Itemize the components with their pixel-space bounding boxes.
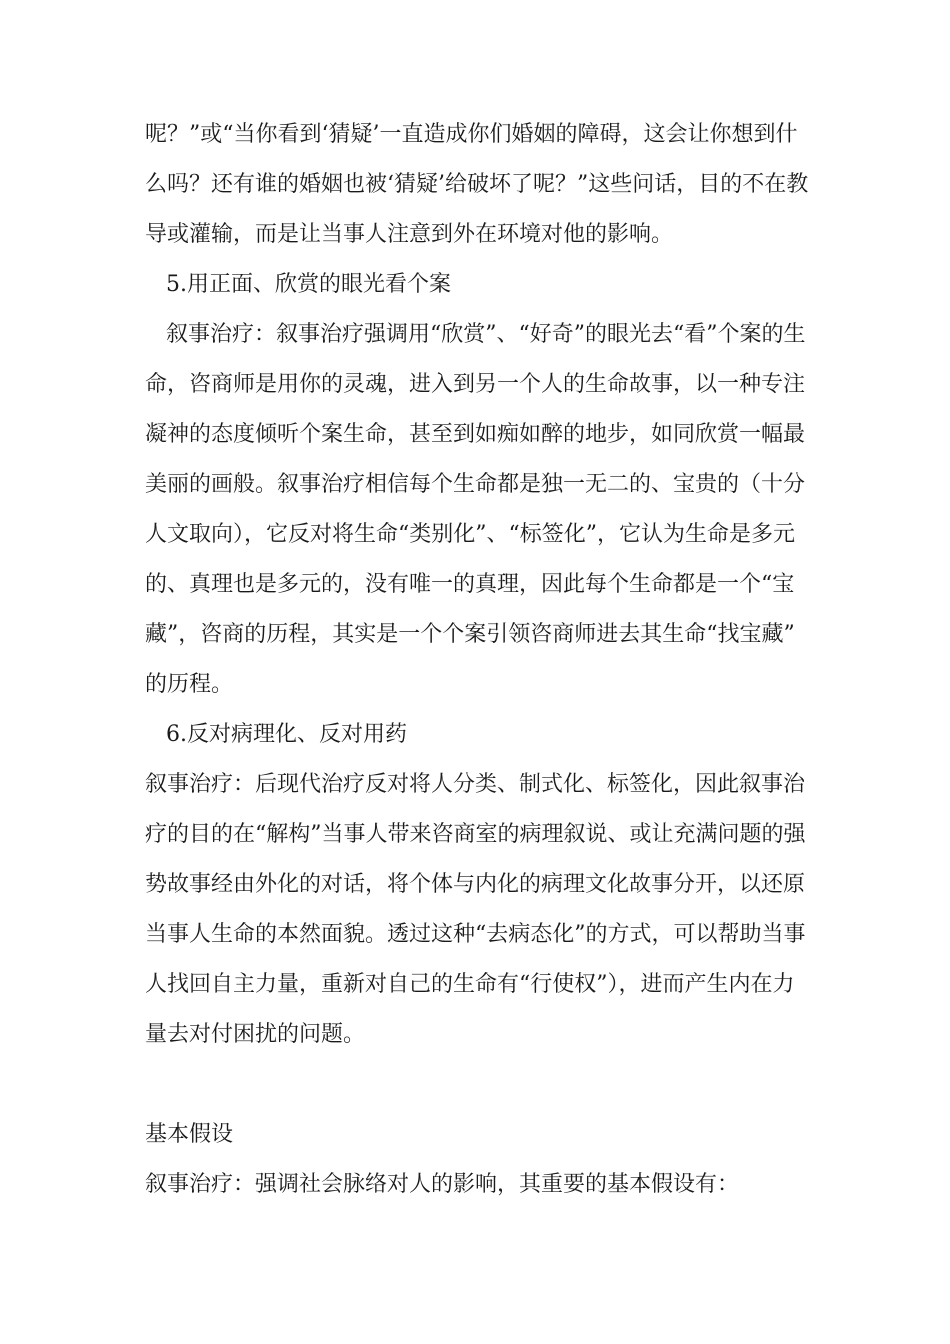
text-line-14: 叙事治疗：后现代治疗反对将人分类、制式化、标签化，因此叙事治: [145, 772, 806, 797]
text-line-10: 的、真理也是多元的，没有唯一的真理，因此每个生命都是一个“宝: [145, 572, 795, 597]
text-line-8: 美丽的画般。叙事治疗相信每个生命都是独一无二的、宝贵的（十分: [145, 472, 806, 497]
text-line-17: 当事人生命的本然面貌。透过这种“去病态化”的方式，可以帮助当事: [145, 922, 806, 947]
text-line-5: 叙事治疗：叙事治疗强调用“欣赏”、“好奇”的眼光去“看”个案的生: [166, 322, 806, 347]
section-heading-5: 5.用正面、欣赏的眼光看个案: [166, 272, 451, 297]
text-line-11: 藏”，咨商的历程，其实是一个个案引领咨商师进去其生命“找宝藏”: [145, 622, 795, 647]
section-heading-basic-assumptions: 基本假设: [145, 1122, 234, 1147]
text-line-19: 量去对付困扰的问题。: [145, 1022, 366, 1047]
text-line-16: 势故事经由外化的对话，将个体与内化的病理文化故事分开，以还原: [145, 872, 806, 897]
text-line-3: 导或灌输，而是让当事人注意到外在环境对他的影响。: [145, 222, 674, 247]
text-line-7: 凝神的态度倾听个案生命，甚至到如痴如醉的地步，如同欣赏一幅最: [145, 422, 806, 447]
section-heading-6: 6.反对病理化、反对用药: [166, 722, 407, 747]
text-line-21: 叙事治疗：强调社会脉络对人的影响，其重要的基本假设有：: [145, 1172, 740, 1197]
text-line-9: 人文取向），它反对将生命“类别化”、“标签化”，它认为生命是多元: [145, 522, 795, 547]
text-line-1: 呢？”或“当你看到‘猜疑’一直造成你们婚姻的障碍，这会让你想到什: [145, 122, 798, 147]
text-line-6: 命，咨商师是用你的灵魂，进入到另一个人的生命故事，以一种专注: [145, 372, 806, 397]
text-line-15: 疗的目的在“解构”当事人带来咨商室的病理叙说、或让充满问题的强: [145, 822, 806, 847]
text-line-2: 么吗？还有谁的婚姻也被‘猜疑’给破坏了呢？”这些问话，目的不在教: [145, 172, 809, 197]
text-line-12: 的历程。: [145, 672, 234, 697]
text-line-18: 人找回自主力量，重新对自己的生命有“行使权”），进而产生内在力: [145, 972, 795, 997]
